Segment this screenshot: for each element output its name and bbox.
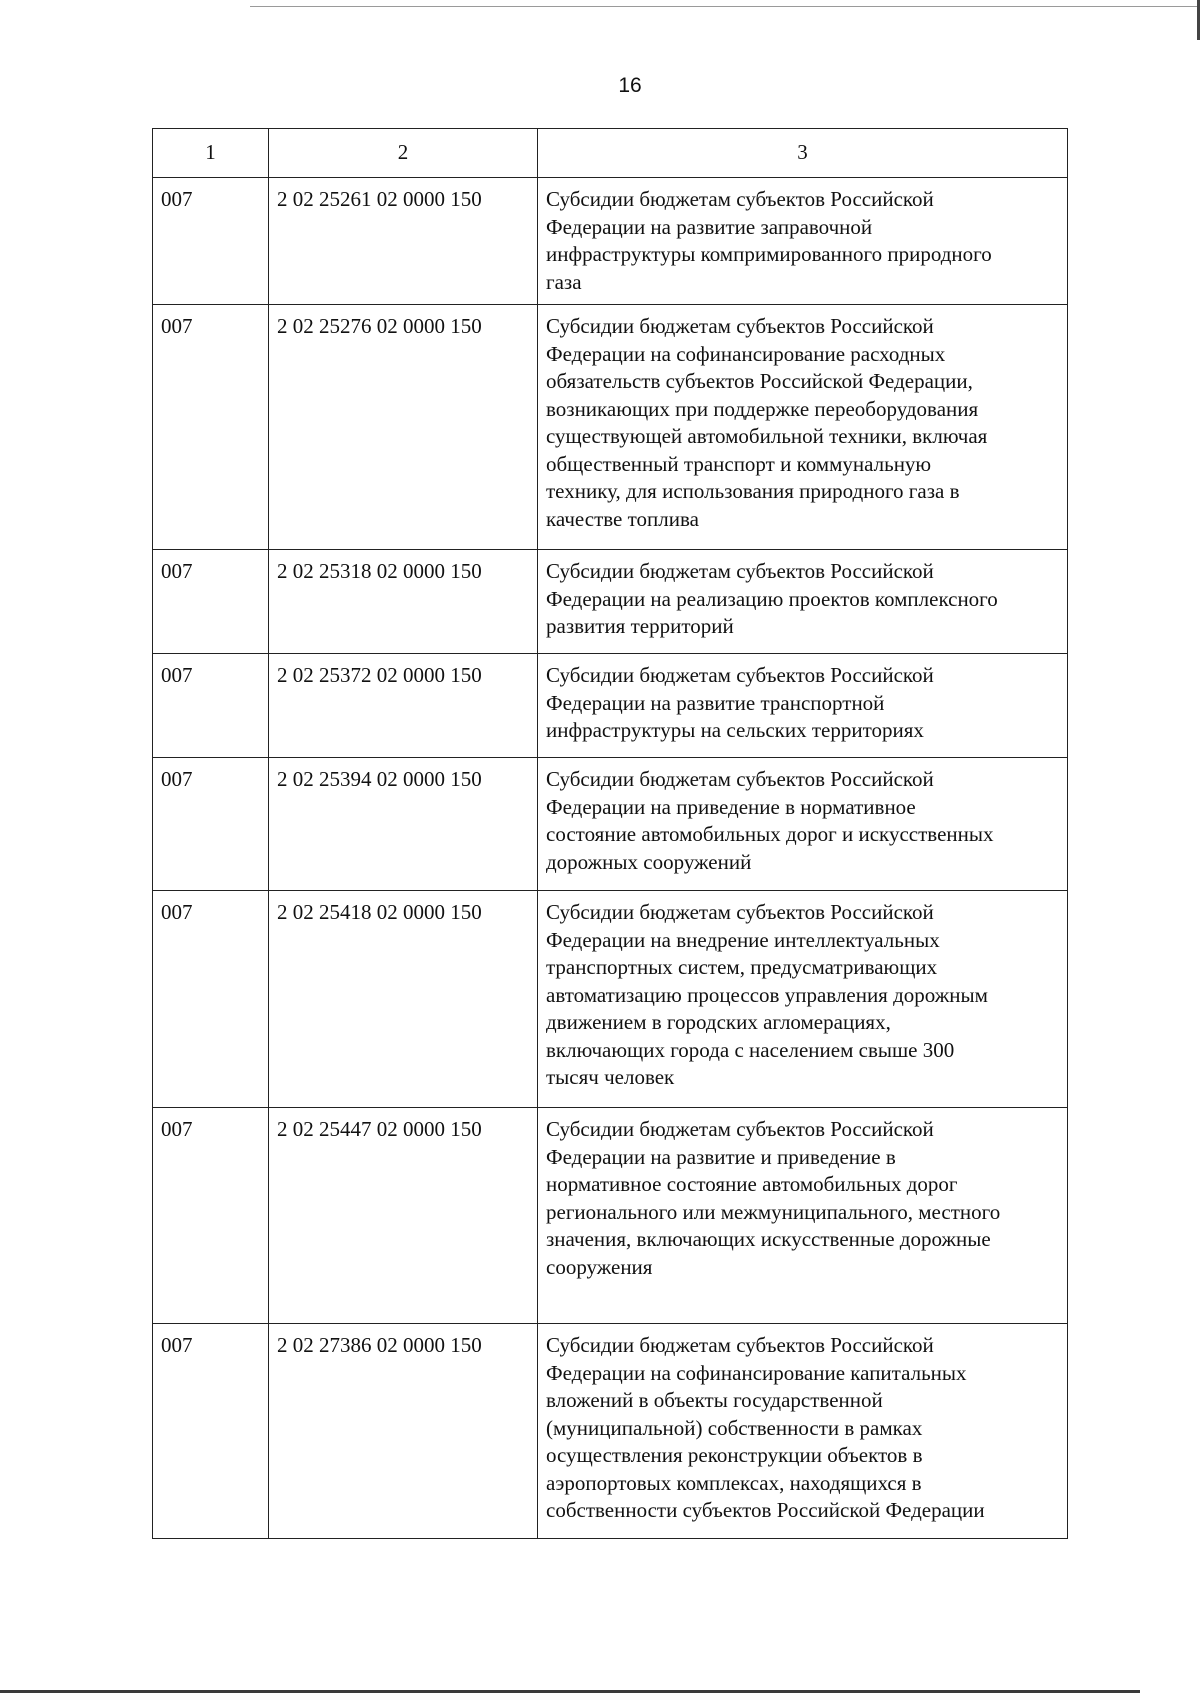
description-line: Субсидии бюджетам субъектов Российской (546, 559, 934, 583)
description-line: Федерации на развитие заправочной (546, 214, 873, 239)
budget-codes-table (152, 128, 1068, 1539)
budget-code-cell: 2 02 25372 02 0000 150 (269, 654, 538, 758)
description-line: Субсидии бюджетам субъектов Российской (546, 1333, 934, 1357)
description-line: Федерации на развитие транспортной (546, 690, 885, 715)
description-line: общественный транспорт и коммунальную (546, 451, 932, 476)
admin-code-cell: 007 (153, 1108, 269, 1324)
description-cell (538, 891, 1068, 1108)
budget-code-cell: 2 02 27386 02 0000 150 (269, 1324, 538, 1539)
admin-code-cell: 007 (153, 891, 269, 1108)
description-cell (538, 1108, 1068, 1324)
description-line: вложений в объекты государственной (546, 1388, 883, 1412)
scan-bottom-edge (0, 1690, 1140, 1693)
header-col-3: 3 (538, 129, 1068, 178)
description-line: инфраструктуры компримированного природного (546, 242, 992, 266)
page-number: 16 (618, 74, 642, 97)
description-line: Федерации на развитие и приведение в (546, 1144, 896, 1169)
description-line: существующей автомобильной техники, включая (546, 424, 988, 448)
description-line: состояние автомобильных дорог и искусственных (546, 822, 994, 846)
description-cell (538, 1324, 1068, 1539)
description-line: Субсидии бюджетам субъектов Российской (546, 314, 934, 338)
description-line: Субсидии бюджетам субъектов Российской (546, 663, 934, 687)
description-line: значения, включающих искусственные дорожные (546, 1227, 991, 1251)
table-row (153, 654, 1068, 758)
budget-code-cell: 2 02 25318 02 0000 150 (269, 550, 538, 654)
header-col-1: 1 (153, 129, 269, 178)
description-line: нормативное состояние автомобильных дорог (546, 1172, 958, 1196)
admin-code-cell: 007 (153, 654, 269, 758)
budget-code-cell: 2 02 25276 02 0000 150 (269, 305, 538, 550)
description-line: автоматизацию процессов управления дорожным (546, 982, 988, 1007)
table-row (153, 305, 1068, 550)
description-line: Субсидии бюджетам субъектов Российской (546, 900, 934, 924)
description-line: Субсидии бюджетам субъектов Российской (546, 1117, 934, 1141)
description-line: сооружения (546, 1254, 653, 1279)
description-line: качестве топлива (546, 506, 699, 531)
description-line: тысяч человек (546, 1065, 675, 1089)
description-line: технику, для использования природного газа в (546, 479, 960, 503)
admin-code-cell: 007 (153, 550, 269, 654)
description-line: собственности субъектов Российской Федерации (546, 1498, 985, 1522)
table-row (153, 1324, 1068, 1539)
admin-code-cell: 007 (153, 1324, 269, 1539)
description-line: Федерации на внедрение интеллектуальных (546, 927, 940, 952)
description-cell (538, 758, 1068, 891)
description-line: Федерации на реализацию проектов комплексного (546, 586, 998, 611)
description-line: обязательств субъектов Российской Федерации, (546, 369, 973, 393)
description-line: газа (546, 269, 582, 294)
budget-code-cell: 2 02 25261 02 0000 150 (269, 178, 538, 305)
description-line: развития территорий (546, 614, 734, 638)
description-cell (538, 305, 1068, 550)
description-line: Субсидии бюджетам субъектов Российской (546, 187, 934, 211)
description-line: Федерации на софинансирование расходных (546, 341, 946, 366)
table-row (153, 891, 1068, 1108)
budget-code-cell: 2 02 25394 02 0000 150 (269, 758, 538, 891)
admin-code-cell: 007 (153, 758, 269, 891)
table-row (153, 178, 1068, 305)
description-line: включающих города с населением свыше 300 (546, 1037, 955, 1062)
header-col-2: 2 (269, 129, 538, 178)
table-row (153, 758, 1068, 891)
scan-top-edge (250, 6, 1200, 7)
budget-code-cell: 2 02 25447 02 0000 150 (269, 1108, 538, 1324)
table-header-row (153, 129, 1068, 178)
description-line: движением в городских агломерациях, (546, 1010, 891, 1034)
description-cell (538, 550, 1068, 654)
description-cell (538, 178, 1068, 305)
description-line: Субсидии бюджетам субъектов Российской (546, 767, 934, 791)
description-line: регионального или межмуниципального, местного (546, 1199, 1001, 1224)
description-line: Федерации на приведение в нормативное (546, 794, 916, 819)
admin-code-cell: 007 (153, 178, 269, 305)
admin-code-cell: 007 (153, 305, 269, 550)
description-line: транспортных систем, предусматривающих (546, 955, 938, 979)
description-line: дорожных сооружений (546, 849, 752, 874)
description-cell (538, 654, 1068, 758)
description-line: Федерации на софинансирование капитальных (546, 1360, 967, 1385)
description-line: возникающих при поддержке переоборудования (546, 396, 979, 421)
table-row (153, 1108, 1068, 1324)
description-line: аэропортовых комплексах, находящихся в (546, 1470, 922, 1495)
description-line: инфраструктуры на сельских территориях (546, 718, 924, 742)
description-line: (муниципальной) собственности в рамках (546, 1415, 923, 1440)
table-row (153, 550, 1068, 654)
description-line: осуществления реконструкции объектов в (546, 1443, 923, 1467)
budget-code-cell: 2 02 25418 02 0000 150 (269, 891, 538, 1108)
